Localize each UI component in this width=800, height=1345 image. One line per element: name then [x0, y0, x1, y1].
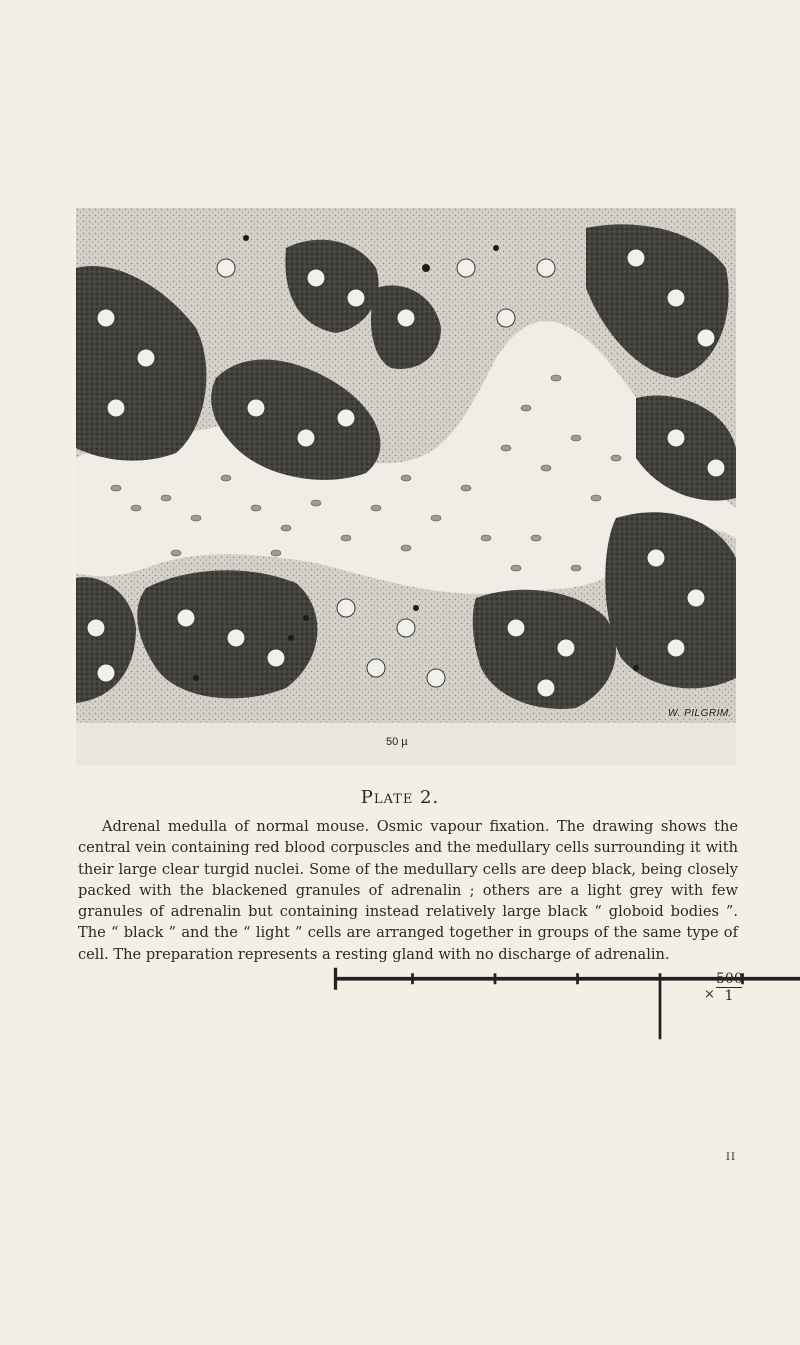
plate-caption [78, 816, 738, 965]
scale-bar-label: 50 µ [386, 736, 408, 748]
page-number: II [726, 1152, 736, 1163]
magnification-fraction [716, 972, 742, 1004]
plate-illustration [76, 208, 736, 766]
magnification-denominator: 1 [724, 988, 734, 1004]
histology-drawing [76, 208, 736, 766]
artist-signature: W. PILGRIM. [667, 708, 732, 719]
plate-title: Plate 2. [360, 787, 440, 808]
caption-text: Adrenal medulla of normal mouse. Osmic vapour fixation. The drawing shows the central vein containing red blood corpuscles and the medullary cells surrounding it with their large clear turgid nuclei. Some of the medullary cells are deep black, being closely packed with the blackened granules of adrenalin ; others are a light grey with few granules of adrenalin but containing instead relatively large black “ globoid bodies ”. The “ black ” and the “ light ” cells are arranged together in groups of the same type of cell. The preparation represents a resting gland with no discharge of adrenalin. [78, 818, 738, 963]
magnification-times-sign: × [704, 987, 715, 1002]
magnification-numerator: 500 [716, 971, 743, 987]
scale-bar [330, 730, 800, 1288]
